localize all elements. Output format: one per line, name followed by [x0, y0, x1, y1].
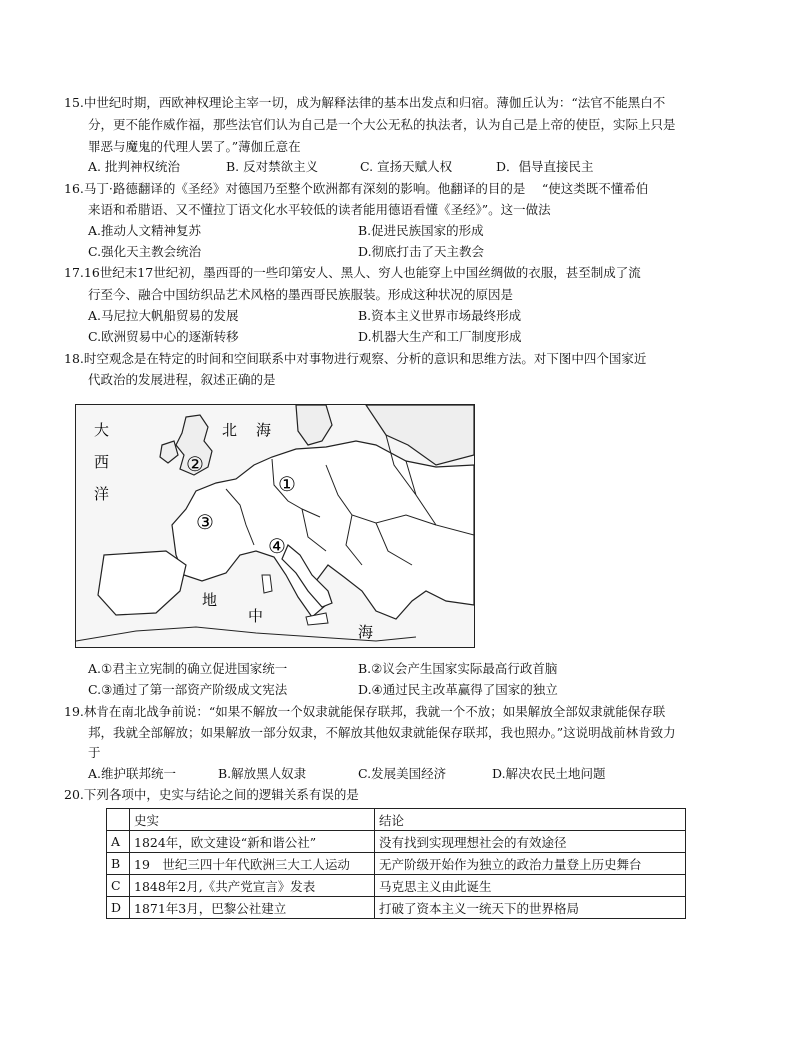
label-di: 地 — [202, 591, 218, 609]
table-row — [107, 831, 686, 853]
q19-stem-line2: 邦，我就全部解放；如果解放一部分奴隶，不解放其他奴隶就能保存联邦，我也照办。”这说明战前林肯致力 — [88, 725, 676, 740]
q20-table — [106, 808, 686, 919]
table-cell: 1871年3月，巴黎公社建立 — [130, 897, 375, 919]
table-cell: 1848年2月,《共产党宣言》发表 — [130, 875, 375, 897]
q20-stem: 20.下列各项中，史实与结论之间的逻辑关系有误的是 — [64, 787, 359, 802]
q15-stem-line3: 罪恶与魔鬼的代理人罢了。”薄伽丘意在 — [88, 139, 301, 154]
q19-option-c[interactable]: C.发展美国经济 — [358, 766, 447, 781]
q19-option-d[interactable]: D.解决农民土地问题 — [492, 766, 606, 781]
marker-1: ① — [278, 472, 296, 496]
label-zhong: 中 — [248, 607, 264, 625]
q18-option-c[interactable]: C.③通过了第一部资产阶级成文宪法 — [88, 682, 288, 697]
table-cell: 无产阶级开始作为独立的政治力量登上历史舞台 — [375, 853, 686, 875]
label-hai2: 海 — [358, 623, 374, 641]
table-row — [107, 875, 686, 897]
q16-option-c[interactable]: C.强化天主教会统治 — [88, 244, 202, 259]
label-xi: 西 — [94, 453, 110, 471]
q17-option-c[interactable]: C.欧洲贸易中心的逐渐转移 — [88, 329, 239, 344]
q17-option-b[interactable]: B.资本主义世界市场最终形成 — [358, 308, 522, 323]
q18-option-a[interactable]: A.①君主立宪制的确立促进国家统一 — [88, 661, 288, 676]
q17-option-a[interactable]: A.马尼拉大帆船贸易的发展 — [88, 308, 239, 323]
table-header-row — [107, 809, 686, 831]
table-cell: 打破了资本主义一统天下的世界格局 — [375, 897, 686, 919]
label-hai: 海 — [256, 421, 272, 439]
header-cell: 史实 — [130, 809, 375, 831]
table-cell: 19 世纪三四十年代欧洲三大工人运动 — [130, 853, 375, 875]
q15-option-d[interactable]: D．倡导直接民主 — [496, 159, 594, 174]
europe-map — [75, 404, 475, 648]
q16-option-d[interactable]: D.彻底打击了天主教会 — [358, 244, 485, 259]
q16-option-a[interactable]: A.推动人文精神复苏 — [88, 223, 202, 238]
header-cell — [107, 809, 130, 831]
q17-stem-line2: 行至今、融合中国纺织品艺术风格的墨西哥民族服装。形成这种状况的原因是 — [88, 287, 514, 302]
q18-option-b[interactable]: B.②议会产生国家实际最高行政首脑 — [358, 661, 558, 676]
q16-stem-line1: 16.马丁·路德翻译的《圣经》对德国乃至整个欧洲都有深刻的影响。他翻译的目的是 “使这类既不懂希伯 — [64, 181, 649, 196]
marker-4: ④ — [268, 534, 286, 558]
table-cell: C — [107, 875, 130, 897]
q19-option-a[interactable]: A.维护联邦统一 — [88, 766, 177, 781]
q15-option-b[interactable]: B. 反对禁欲主义 — [226, 159, 319, 174]
table-cell: D — [107, 897, 130, 919]
table-cell: 马克思主义由此诞生 — [375, 875, 686, 897]
label-bei: 北 — [222, 421, 238, 439]
header-cell: 结论 — [375, 809, 686, 831]
table-cell: 没有找到实现理想社会的有效途径 — [375, 831, 686, 853]
q15-stem-line2: 分，更不能作威作福，那些法官们认为自己是一个大公无私的执法者，认为自己是上帝的使臣，实际上只是 — [88, 117, 676, 132]
corsica-shape — [262, 575, 272, 593]
table-cell: A — [107, 831, 130, 853]
marker-2: ② — [186, 452, 204, 476]
q17-option-d[interactable]: D.机器大生产和工厂制度形成 — [358, 329, 522, 344]
q17-stem-line1: 17.16世纪末17世纪初，墨西哥的一些印第安人、黑人、穷人也能穿上中国丝绸做的衣服，甚至制成了流 — [64, 265, 641, 280]
q19-stem-line3: 于 — [88, 745, 101, 760]
q15-option-c[interactable]: C. 宣扬天赋人权 — [360, 159, 453, 174]
table-cell: 1824年，欧文建设“新和谐公社” — [130, 831, 375, 853]
label-da: 大 — [94, 421, 110, 439]
label-yang: 洋 — [94, 485, 110, 503]
q15-stem-line1: 15.中世纪时期，西欧神权理论主宰一切，成为解释法律的基本出发点和归宿。薄伽丘认为：“法官不能黑白不 — [64, 95, 666, 110]
table-row — [107, 853, 686, 875]
q16-option-b[interactable]: B.促进民族国家的形成 — [358, 223, 484, 238]
q19-stem-line1: 19.林肯在南北战争前说：“如果不解放一个奴隶就能保存联邦，我就一个不放；如果解放全部奴隶就能保存联 — [64, 704, 666, 719]
q18-option-d[interactable]: D.④通过民主改革赢得了国家的独立 — [358, 682, 558, 697]
q18-stem-line2: 代政治的发展进程，叙述正确的是 — [88, 372, 276, 387]
q16-stem-line2: 来语和希腊语、又不懂拉丁语文化水平较低的读者能用德语看懂《圣经》”。这一做法 — [88, 202, 551, 217]
table-cell: B — [107, 853, 130, 875]
marker-3: ③ — [196, 510, 214, 534]
q18-stem-line1: 18.时空观念是在特定的时间和空间联系中对事物进行观察、分析的意识和思维方法。对下图中四个国家近 — [64, 351, 647, 366]
q19-option-b[interactable]: B.解放黑人奴隶 — [218, 766, 307, 781]
q15-option-a[interactable]: A. 批判神权统治 — [88, 159, 180, 174]
table-row — [107, 897, 686, 919]
europe-map-drawing — [76, 405, 474, 647]
